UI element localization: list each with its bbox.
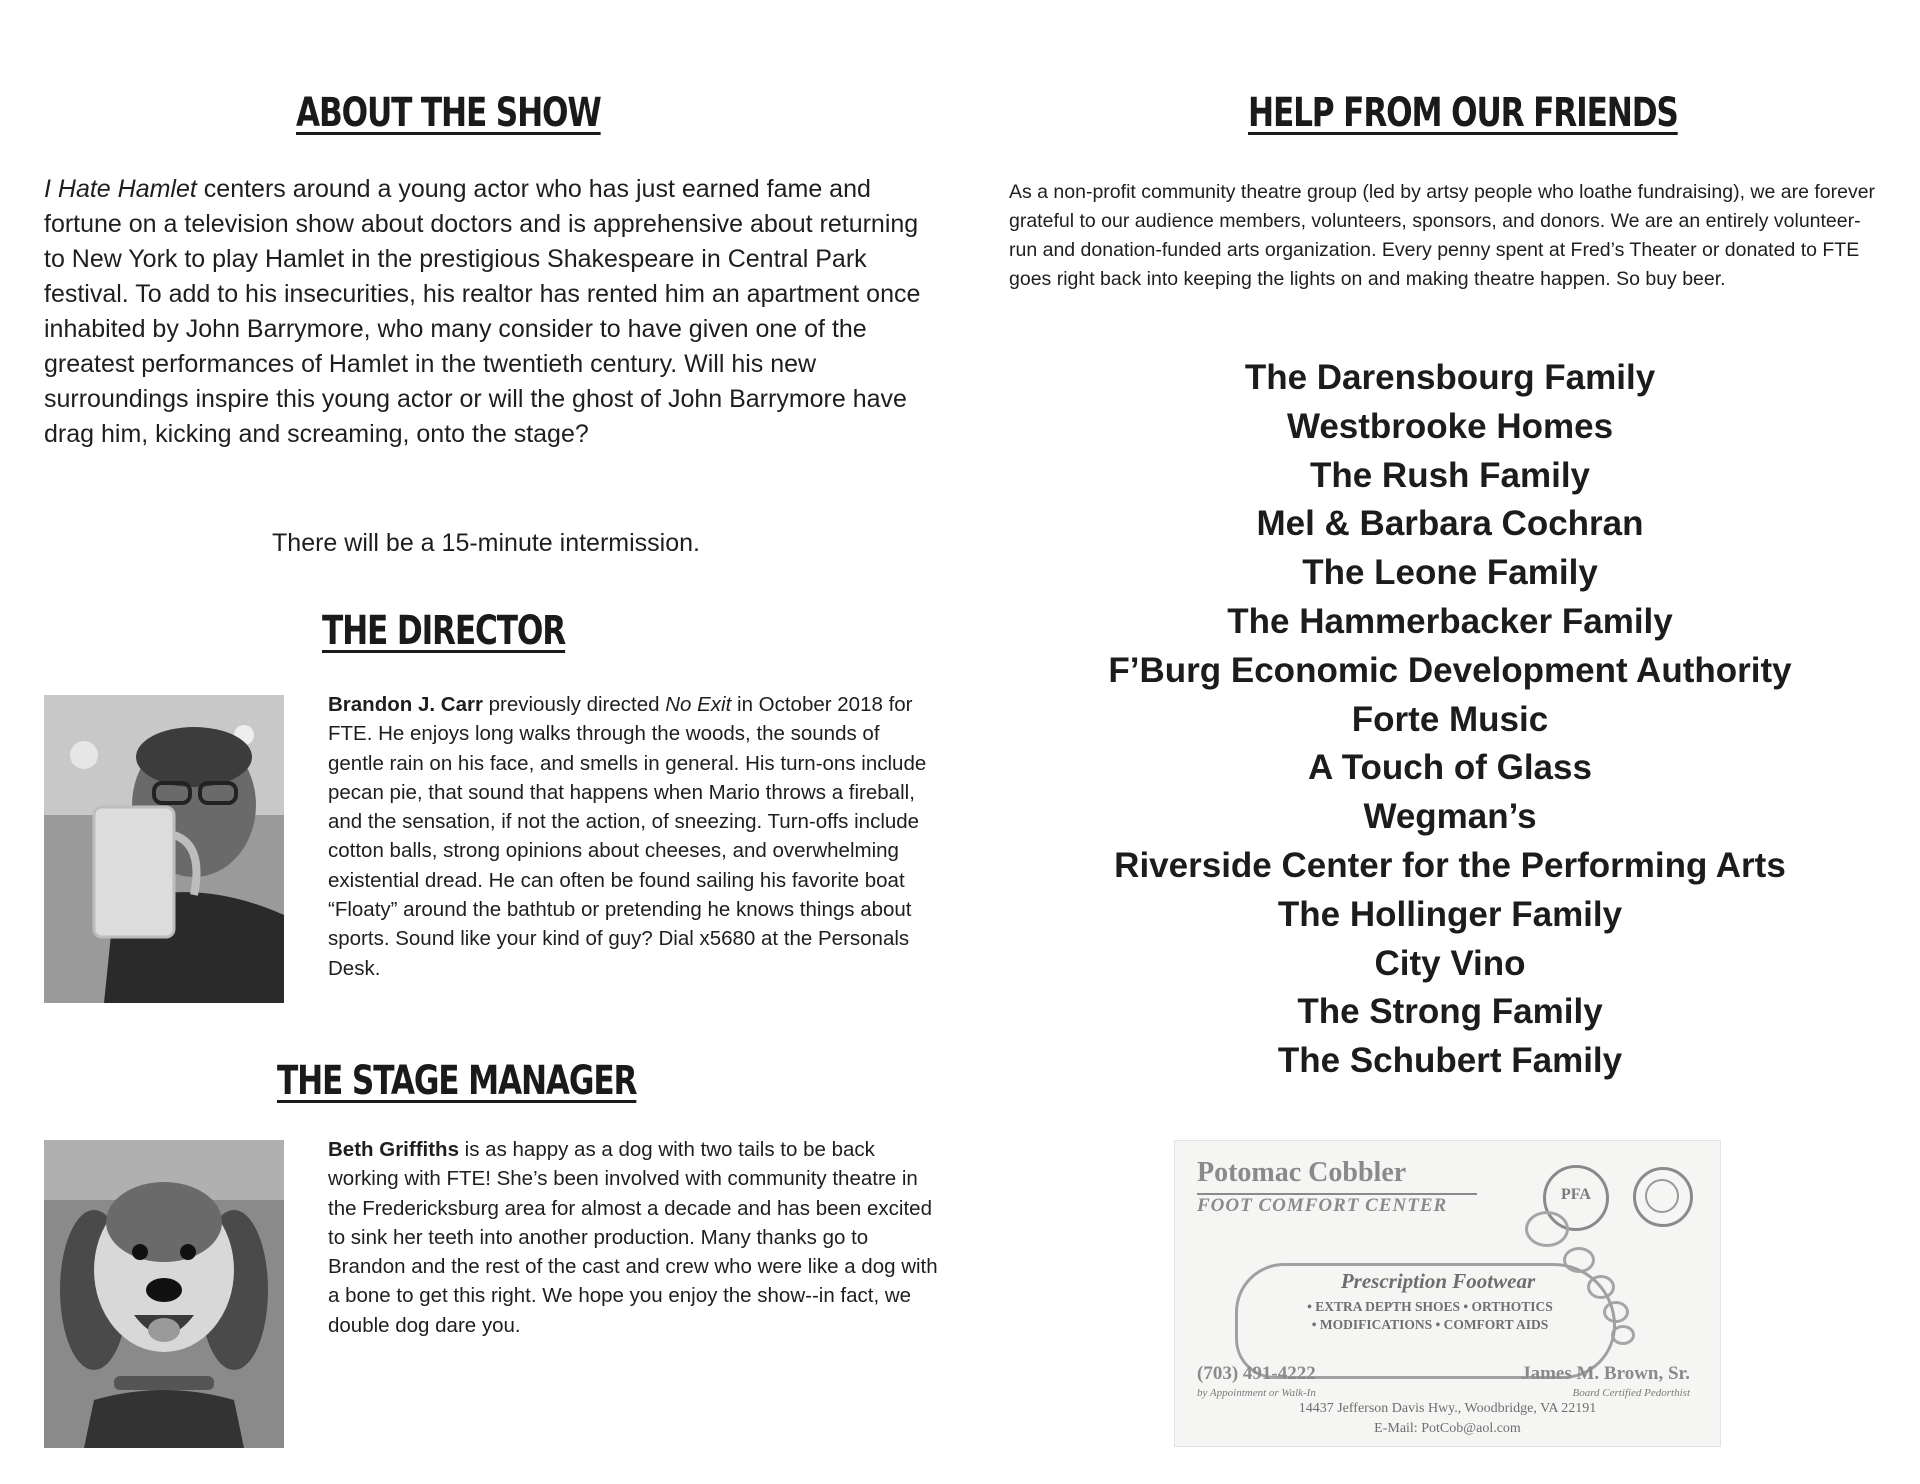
sponsor-item: The Strong Family xyxy=(1297,992,1603,1032)
show-title: I Hate Hamlet xyxy=(44,175,197,203)
sponsor-item: Wegman’s xyxy=(1363,797,1537,837)
director-play-title: No Exit xyxy=(665,693,732,716)
director-bio-text-2: in October 2018 for FTE. He enjoys long walks through the woods, the sounds of gentle rain on his face, and smells in general. His turn-ons include pecan pie, that sound that happens when Mario throws a fireball, and the sensation, if not the action, of sneezing. Turn-offs include cotton balls, strong opinions about cheeses, and overwhelming existential dread. He can often be found sailing his favorite boat “Floaty” around the bathtub or pretending he knows things about sports. Sound like your kind of guy? Dial x5680 at the Personals Desk. xyxy=(328,693,927,980)
intermission-note: There will be a 15-minute intermission. xyxy=(272,529,700,557)
ad-services-line-2: • MODIFICATIONS • COMFORT AIDS xyxy=(1311,1317,1549,1332)
ad-owner: James M. Brown, Sr. xyxy=(1521,1363,1690,1384)
ad-address: 14437 Jefferson Davis Hwy., Woodbridge, VA 22191 xyxy=(1298,1401,1597,1416)
sponsor-item: A Touch of Glass xyxy=(1308,748,1592,788)
friends-heading: HELP FROM OUR FRIENDS xyxy=(1248,90,1678,136)
ad-phone: (703) 491-4222 xyxy=(1197,1363,1316,1384)
director-heading: THE DIRECTOR xyxy=(322,608,566,654)
director-photo xyxy=(44,695,284,1003)
toe-icon xyxy=(1525,1211,1569,1247)
director-name: Brandon J. Carr xyxy=(328,693,483,716)
ad-subtitle: FOOT COMFORT CENTER xyxy=(1197,1195,1448,1216)
sponsor-item: City Vino xyxy=(1374,943,1526,983)
ad-email: E-Mail: PotCob@aol.com xyxy=(1374,1421,1521,1436)
ad-services-line-1: • EXTRA DEPTH SHOES • ORTHOTICS xyxy=(1307,1299,1553,1314)
about-description xyxy=(44,172,928,452)
pfa-seal-text: PFA xyxy=(1561,1186,1591,1203)
ad-owner-note: Board Certified Pedorthist xyxy=(1572,1387,1690,1399)
person-drinking-photo-icon xyxy=(44,695,284,1003)
potomac-cobbler-ad xyxy=(1174,1140,1721,1447)
ad-headline: Prescription Footwear xyxy=(1340,1269,1536,1293)
sponsor-item: The Schubert Family xyxy=(1277,1041,1623,1081)
about-text: centers around a young actor who has just earned fame and fortune on a television show about doctors and is apprehensive about returning to New York to play Hamlet in the prestigious Shakespeare in Central Park festival. To add to his insecurities, his realtor has rented him an apartment once inhabited by John Barrymore, who many consider to have given one of the greatest performances of Hamlet in the twentieth century. Will his new surroundings inspire this young actor or will the ghost of John Barrymore have drag him, kicking and screaming, onto the stage? xyxy=(44,175,921,448)
sponsor-item: The Hollinger Family xyxy=(1277,894,1623,934)
sponsor-item: The Darensbourg Family xyxy=(1244,358,1656,397)
about-heading: ABOUT THE SHOW xyxy=(296,90,601,136)
sponsor-list xyxy=(1040,354,1860,1086)
sponsor-item: Mel & Barbara Cochran xyxy=(1256,504,1644,544)
sponsor-item: Riverside Center for the Performing Arts xyxy=(1114,845,1786,885)
stage-manager-heading: THE STAGE MANAGER xyxy=(277,1058,637,1104)
ad-brand: Potomac Cobbler xyxy=(1197,1157,1407,1188)
certification-seal-icon xyxy=(1633,1167,1693,1227)
stage-manager-photo xyxy=(44,1140,284,1448)
ad-phone-note: by Appointment or Walk-In xyxy=(1197,1387,1316,1399)
dog-photo-icon xyxy=(44,1140,284,1448)
sponsor-item: Forte Music xyxy=(1351,699,1549,739)
director-bio xyxy=(328,690,938,983)
sponsor-item: The Rush Family xyxy=(1309,455,1591,495)
sponsor-item: F’Burg Economic Development Authority xyxy=(1108,650,1792,690)
sponsor-item: The Hammerbacker Family xyxy=(1227,601,1673,641)
sponsor-item: The Leone Family xyxy=(1302,553,1598,593)
stage-manager-bio xyxy=(328,1135,938,1340)
director-bio-text-1: previously directed xyxy=(482,693,666,716)
stage-manager-bio-text: is as happy as a dog with two tails to be back working with FTE! She’s been involved with community theatre in the Fredericksburg area for almost a decade and has been excited to sink her teeth into another production. Many thanks go to Brandon and the rest of the cast and crew who were like a dog with a bone to get this right. We hope you enjoy the show--in fact, we double dog dare you. xyxy=(328,1138,938,1337)
friends-intro: As a non-profit community theatre group (led by artsy people who loathe fundraising), we are forever grateful to our audience members, volunteers, sponsors, and donors. We are an entirely volunteer-run and donation-funded arts organization. Every penny spent at Fred’s Theater or donated to FTE goes right back into keeping the lights on and making theatre happen. So buy beer. xyxy=(1009,181,1876,290)
stage-manager-name: Beth Griffiths xyxy=(328,1138,459,1161)
sponsor-item: Westbrooke Homes xyxy=(1286,406,1614,446)
